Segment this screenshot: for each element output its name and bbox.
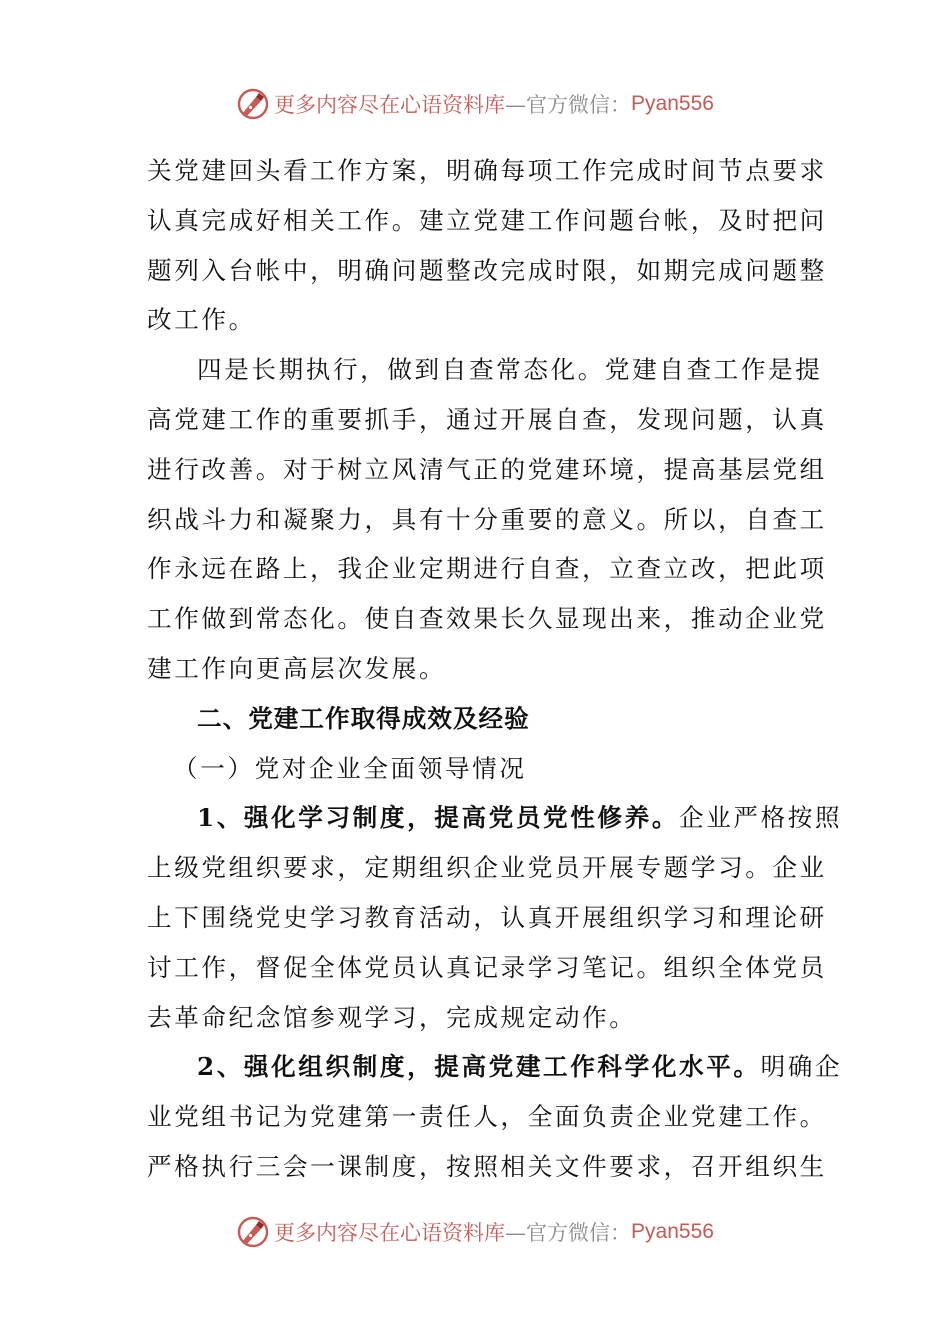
subsection-heading: （一）党对企业全面领导情况 xyxy=(173,753,527,783)
paragraph-long-term xyxy=(147,345,827,694)
watermark-brand: 更多内容尽在心语资料库 xyxy=(274,1221,506,1245)
pen-nib-logo-icon xyxy=(236,1215,270,1249)
text-line: 作永远在路上，我企业定期进行自查，立查立改，把此项 xyxy=(147,554,827,584)
watermark-wechat-id: Pyan556 xyxy=(631,92,714,115)
watermark-official-label: —官方微信： xyxy=(505,93,632,117)
watermark-wechat-id: Pyan556 xyxy=(631,1220,714,1243)
text-line: 进行改善。对于树立风清气正的党建环境，提高基层党组 xyxy=(147,454,827,484)
paragraph-continued xyxy=(147,146,827,345)
text-line: 关党建回头看工作方案，明确每项工作完成时间节点要求 xyxy=(147,156,827,185)
item-bold-lead: 1、强化学习制度，提高党员党性修养。 xyxy=(197,803,680,833)
document-body xyxy=(147,146,843,1192)
item-study-system xyxy=(147,793,843,1042)
text-line: 严格执行三会一课制度，按照相关文件要求，召开组织生 xyxy=(147,1151,827,1181)
text-line: 业党组书记为党建第一责任人，全面负责企业党建工作。 xyxy=(147,1102,827,1132)
text-line: 四是长期执行，做到自查常态化。党建自查工作是提 xyxy=(197,355,823,385)
text-line-lead xyxy=(147,1042,843,1092)
section-heading-row xyxy=(147,694,807,744)
text-line-lead xyxy=(147,793,843,843)
text-line: 讨工作，督促全体党员认真记录学习笔记。组织全体党员 xyxy=(147,952,827,982)
text-line: 改工作。 xyxy=(147,305,256,335)
text-line: 上下围绕党史学习教育活动，认真开展组织学习和理论研 xyxy=(147,902,827,932)
text-line: 去革命纪念馆参观学习，完成规定动作。 xyxy=(147,1002,637,1032)
text-line: 工作做到常态化。使自查效果长久显现出来，推动企业党 xyxy=(147,604,827,634)
subsection-heading-row xyxy=(147,744,807,794)
pen-nib-logo-icon xyxy=(236,87,270,121)
text-line: 织战斗力和凝聚力，具有十分重要的意义。所以，自查工 xyxy=(147,504,827,534)
watermark-brand: 更多内容尽在心语资料库 xyxy=(274,93,506,117)
watermark-official-label: —官方微信： xyxy=(505,1221,632,1245)
text-line: 建工作向更高层次发展。 xyxy=(147,653,447,683)
text-line: 题列入台帐中，明确问题整改完成时限，如期完成问题整 xyxy=(147,255,827,285)
watermark-banner-bottom xyxy=(0,1210,950,1254)
text-line: 认真完成好相关工作。建立党建工作问题台帐，及时把问 xyxy=(147,205,827,235)
section-heading: 二、党建工作取得成效及经验 xyxy=(197,703,530,733)
item-first-line-rest: 企业严格按照 xyxy=(679,803,843,833)
watermark-banner-top xyxy=(0,82,950,126)
item-bold-lead: 2、强化组织制度，提高党建工作科学化水平。 xyxy=(197,1052,761,1082)
item-first-line-rest: 明确企 xyxy=(760,1052,843,1082)
text-line: 高党建工作的重要抓手，通过开展自查，发现问题，认真 xyxy=(147,404,827,434)
text-line: 上级党组织要求，定期组织企业党员开展专题学习。企业 xyxy=(147,853,827,883)
item-organization-system xyxy=(147,1042,843,1191)
